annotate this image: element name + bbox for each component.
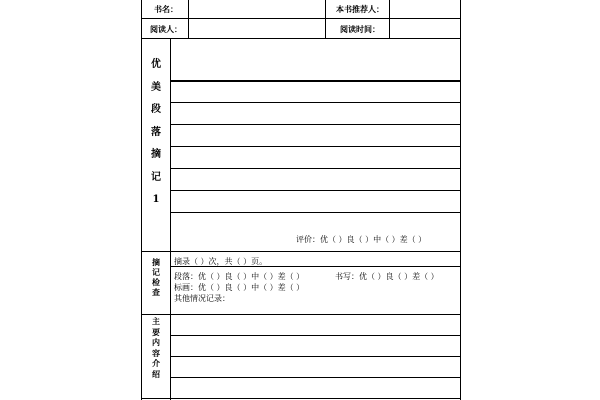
heading-char: 主 <box>152 316 160 326</box>
read-time-label: 阅读时间： <box>340 24 380 34</box>
heading-column-divider <box>170 38 171 400</box>
heading-char: 绍 <box>152 368 160 379</box>
excerpt-rating: 评价：优（ ）良（ ）中（ ）差（ ） <box>296 235 427 244</box>
check-heading <box>142 257 170 297</box>
book-name-label: 书名： <box>154 4 178 14</box>
excerpt-count-text: 摘录（ ）次，共（ ）页。 <box>174 257 268 266</box>
excerpt-line <box>171 102 460 103</box>
punctuation-rating: 标画：优（ ）良（ ）中（ ）差（ ） <box>174 283 305 292</box>
heading-char: 记 <box>151 171 161 183</box>
summary-section-top-border <box>142 314 460 315</box>
heading-char: 优 <box>151 59 161 70</box>
heading-char: 查 <box>152 287 160 297</box>
excerpt-heading <box>142 54 170 212</box>
heading-char: 落 <box>151 126 161 138</box>
summary-line <box>171 335 460 336</box>
heading-char: 记 <box>152 267 160 277</box>
reading-record-form <box>141 0 461 400</box>
header-bottom-border <box>142 38 460 39</box>
recommender-label: 本书推荐人： <box>336 4 384 14</box>
heading-char: 段 <box>151 104 161 115</box>
summary-heading <box>142 316 170 379</box>
heading-char: 美 <box>151 81 161 93</box>
reader-label: 阅读人： <box>150 24 182 34</box>
writing-rating: 书写：优（ ）良（ ）差（ ） <box>335 272 439 281</box>
excerpt-line <box>171 168 460 169</box>
check-section-top-border <box>142 251 460 252</box>
heading-char: 容 <box>152 347 160 358</box>
excerpt-line <box>171 146 460 147</box>
heading-char: 要 <box>152 326 160 337</box>
heading-char: 介 <box>152 358 160 368</box>
excerpt-line <box>171 212 460 213</box>
other-notes-label: 其他情况记录： <box>174 294 230 303</box>
heading-char: 1 <box>152 194 160 205</box>
heading-char: 检 <box>152 277 160 287</box>
paragraph-rating: 段落：优（ ）良（ ）中（ ）差（ ） <box>174 272 305 281</box>
heading-char: 摘 <box>152 257 160 267</box>
summary-line <box>142 398 460 399</box>
recommender-field[interactable] <box>390 1 459 17</box>
excerpt-line <box>171 124 460 125</box>
summary-line <box>171 377 460 378</box>
excerpt-line <box>171 190 460 191</box>
summary-line <box>171 356 460 357</box>
read-time-field[interactable] <box>390 19 459 37</box>
excerpt-line <box>171 80 460 82</box>
heading-char: 摘 <box>151 149 161 160</box>
header-col-divider-2 <box>325 0 326 38</box>
reader-field[interactable] <box>189 19 324 37</box>
book-name-field[interactable] <box>189 1 324 17</box>
heading-char: 内 <box>152 337 160 347</box>
